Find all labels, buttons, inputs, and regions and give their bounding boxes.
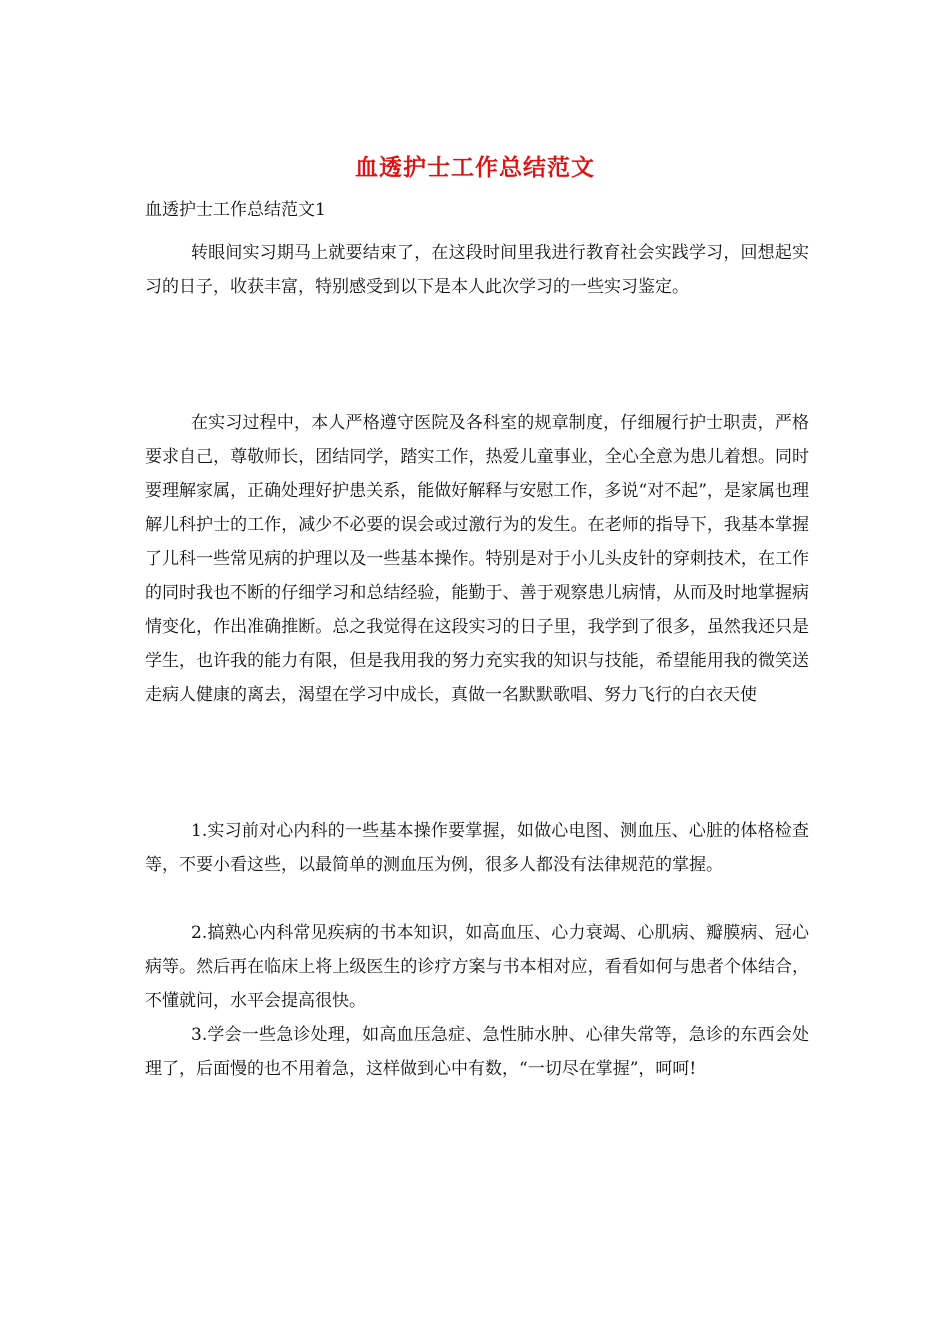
list-item: 1.实习前对心内科的一些基本操作要掌握，如做心电图、测血压、心脏的体格检查等，不要小看这些，以最简单的测血压为例，很多人都没有法律规范的掌握。 bbox=[145, 821, 809, 875]
section-heading: 血透护士工作总结范文1 bbox=[145, 200, 326, 220]
page-title: 血透护士工作总结范文 bbox=[355, 154, 595, 181]
paragraph-main: 在实习过程中，本人严格遵守医院及各科室的规章制度，仔细履行护士职责，严格要求自己，尊敬师长，团结同学，踏实工作，热爱儿童事业，全心全意为患儿着想。同时要理解家属，正确处理好护患关系，能做好解释与安慰工作，多说“对不起”，是家属也理解儿科护士的工作，减少不必要的误会或过激行为的发生。在老师的指导下，我基本掌握了儿科一些常见病的护理以及一些基本操作。特别是对于小儿头皮针的穿刺技术，在工作的同时我也不断的仔细学习和总结经验，能勤于、善于观察患儿病情，从而及时地掌握病情变化，作出准确推断。总之我觉得在这段实习的日子里，我学到了很多，虽然我还只是学生，也许我的能力有限，但是我用我的努力充实我的知识与技能，希望能用我的微笑送走病人健康的离去，渴望在学习中成长，真做一名默默歌唱、努力飞行的白衣天使 bbox=[145, 413, 809, 705]
paragraph-intro: 转眼间实习期马上就要结束了，在这段时间里我进行教育社会实践学习，回想起实习的日子，收获丰富，特别感受到以下是本人此次学习的一些实习鉴定。 bbox=[145, 243, 809, 297]
list-item: 2.搞熟心内科常见疾病的书本知识，如高血压、心力衰竭、心肌病、瓣膜病、冠心病等。然后再在临床上将上级医生的诊疗方案与书本相对应，看看如何与患者个体结合，不懂就问，水平会提高很快。 bbox=[145, 923, 809, 1011]
list-item: 3.学会一些急诊处理，如高血压急症、急性肺水肿、心律失常等，急诊的东西会处理了，后面慢的也不用着急，这样做到心中有数，“一切尽在掌握”，呵呵! bbox=[145, 1025, 809, 1079]
